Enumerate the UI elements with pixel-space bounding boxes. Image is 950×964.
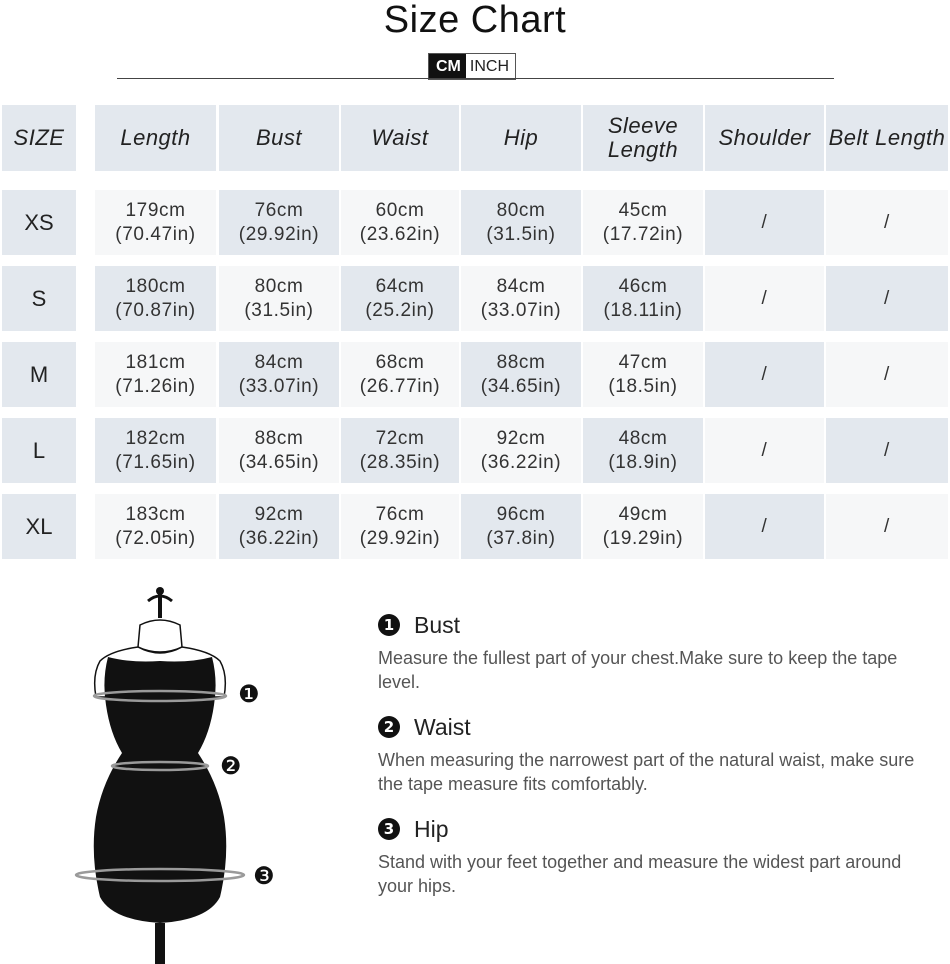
table-cell	[461, 418, 581, 483]
cell-inch-value: (34.65in)	[480, 375, 562, 397]
cell-cm-value: 72cm	[375, 427, 425, 449]
cell-cm-value: 64cm	[375, 275, 425, 297]
cell-cm-value: 80cm	[496, 199, 546, 221]
cell-inch-value: (36.22in)	[480, 451, 562, 473]
cell-inch-value: (29.92in)	[238, 223, 320, 245]
table-cell	[583, 190, 703, 255]
cell-cm-value: 179cm	[125, 199, 186, 221]
size-label: S	[2, 266, 76, 331]
size-label: XS	[2, 190, 76, 255]
cell-cm-value: 68cm	[375, 351, 425, 373]
cell-cm-value: 181cm	[125, 351, 186, 373]
cell-inch-value: (70.47in)	[115, 223, 196, 245]
title-divider	[117, 78, 834, 79]
page-title: Size Chart	[383, 0, 567, 41]
table-cell	[461, 342, 581, 407]
table-cell	[826, 342, 948, 407]
table-cell	[219, 342, 339, 407]
cell-cm-value: /	[884, 439, 890, 461]
cell-cm-value: /	[761, 515, 768, 537]
number-badge-icon: 2	[378, 716, 400, 738]
cell-inch-value: (18.5in)	[608, 375, 678, 397]
cell-inch-value: (26.77in)	[359, 375, 441, 397]
cell-cm-value: 76cm	[254, 199, 304, 221]
size-label: M	[2, 342, 76, 407]
cell-cm-value: 46cm	[618, 275, 668, 297]
table-cell	[705, 418, 824, 483]
dress-mannequin-illustration	[70, 585, 290, 964]
table-cell	[583, 494, 703, 559]
table-cell	[95, 190, 216, 255]
table-cell	[705, 494, 824, 559]
column-header: Bust	[219, 105, 339, 171]
table-cell	[583, 266, 703, 331]
table-cell	[341, 266, 459, 331]
cell-inch-value: (33.07in)	[238, 375, 320, 397]
cell-cm-value: /	[884, 211, 890, 233]
cell-cm-value: 183cm	[125, 503, 186, 525]
cell-inch-value: (33.07in)	[480, 299, 562, 321]
cell-inch-value: (72.05in)	[115, 527, 196, 549]
guide-title: Hip	[414, 815, 449, 842]
table-cell	[341, 190, 459, 255]
table-cell	[95, 418, 216, 483]
cell-cm-value: /	[761, 363, 768, 385]
column-header: Waist	[341, 105, 459, 171]
cell-inch-value: (19.29in)	[602, 527, 684, 549]
table-cell	[826, 418, 948, 483]
column-header: Length	[95, 105, 216, 171]
size-column-header: SIZE	[2, 105, 76, 171]
table-cell	[826, 266, 948, 331]
cell-cm-value: /	[884, 515, 890, 537]
cell-cm-value: 49cm	[618, 503, 668, 525]
cell-cm-value: /	[761, 287, 768, 309]
cell-inch-value: (34.65in)	[238, 451, 320, 473]
size-label: L	[2, 418, 76, 483]
cell-inch-value: (18.9in)	[608, 451, 678, 473]
table-cell	[219, 190, 339, 255]
cell-inch-value: (31.5in)	[486, 223, 556, 245]
cell-cm-value: 45cm	[618, 199, 668, 221]
cell-cm-value: 180cm	[125, 275, 186, 297]
number-badge-icon: 1	[378, 614, 400, 636]
table-cell	[461, 190, 581, 255]
table-cell	[705, 342, 824, 407]
unit-cm-option[interactable]: CM	[429, 54, 466, 79]
table-cell	[341, 494, 459, 559]
mannequin-hook-icon	[148, 587, 172, 618]
cell-cm-value: 84cm	[496, 275, 546, 297]
unit-inch-option[interactable]: INCH	[469, 58, 509, 75]
table-cell	[95, 494, 216, 559]
table-cell	[826, 190, 948, 255]
guide-description: When measuring the narrowest part of the natural waist, make sure the tape measure fits comfortably.	[378, 750, 915, 794]
column-header: Shoulder	[705, 105, 824, 171]
cell-cm-value: 182cm	[125, 427, 186, 449]
cell-cm-value: 92cm	[254, 503, 304, 525]
table-cell	[826, 494, 948, 559]
cell-inch-value: (31.5in)	[244, 299, 314, 321]
cell-cm-value: 92cm	[496, 427, 546, 449]
guide-waist	[378, 714, 938, 796]
table-cell	[219, 266, 339, 331]
cell-inch-value: (18.11in)	[603, 299, 683, 321]
table-cell	[341, 418, 459, 483]
number-badge-icon: 3	[378, 818, 400, 840]
cell-cm-value: /	[884, 287, 890, 309]
cell-inch-value: (37.8in)	[486, 527, 556, 549]
table-cell	[219, 494, 339, 559]
table-cell	[705, 190, 824, 255]
cell-inch-value: (29.92in)	[359, 527, 441, 549]
hip-marker-icon: ❸	[253, 862, 275, 890]
cell-cm-value: 80cm	[254, 275, 304, 297]
table-cell	[461, 266, 581, 331]
guide-description: Measure the fullest part of your chest.Make sure to keep the tape level.	[378, 648, 898, 692]
cell-cm-value: 76cm	[375, 503, 425, 525]
cell-cm-value: /	[761, 439, 768, 461]
size-label: XL	[2, 494, 76, 559]
table-cell	[341, 342, 459, 407]
guide-title: Bust	[414, 611, 461, 638]
guide-bust	[378, 612, 938, 694]
bust-marker-icon: ❶	[238, 680, 260, 708]
table-cell	[461, 494, 581, 559]
column-header: Sleeve Length	[583, 105, 703, 171]
cell-inch-value: (71.26in)	[115, 375, 196, 397]
cell-cm-value: 47cm	[618, 351, 668, 373]
cell-inch-value: (71.65in)	[115, 451, 196, 473]
cell-inch-value: (36.22in)	[238, 527, 320, 549]
cell-inch-value: (28.35in)	[359, 451, 441, 473]
table-cell	[95, 342, 216, 407]
cell-inch-value: (17.72in)	[602, 223, 684, 245]
cell-cm-value: 84cm	[254, 351, 304, 373]
guide-title: Waist	[414, 713, 471, 740]
cell-cm-value: /	[884, 363, 890, 385]
cell-cm-value: 96cm	[496, 503, 546, 525]
cell-inch-value: (23.62in)	[359, 223, 441, 245]
table-cell	[583, 342, 703, 407]
unit-toggle[interactable]	[428, 53, 516, 80]
cell-cm-value: /	[761, 211, 768, 233]
table-cell	[95, 266, 216, 331]
guide-hip	[378, 816, 938, 898]
cell-cm-value: 88cm	[496, 351, 546, 373]
cell-cm-value: 48cm	[618, 427, 668, 449]
cell-inch-value: (25.2in)	[365, 299, 435, 321]
waist-marker-icon: ❷	[220, 752, 242, 780]
column-header: Hip	[461, 105, 581, 171]
table-cell	[219, 418, 339, 483]
table-cell	[583, 418, 703, 483]
table-cell	[705, 266, 824, 331]
guide-description: Stand with your feet together and measure the widest part around your hips.	[378, 852, 902, 896]
cell-cm-value: 88cm	[254, 427, 304, 449]
cell-cm-value: 60cm	[375, 199, 425, 221]
column-header: Belt Length	[826, 105, 948, 171]
cell-inch-value: (70.87in)	[115, 299, 196, 321]
